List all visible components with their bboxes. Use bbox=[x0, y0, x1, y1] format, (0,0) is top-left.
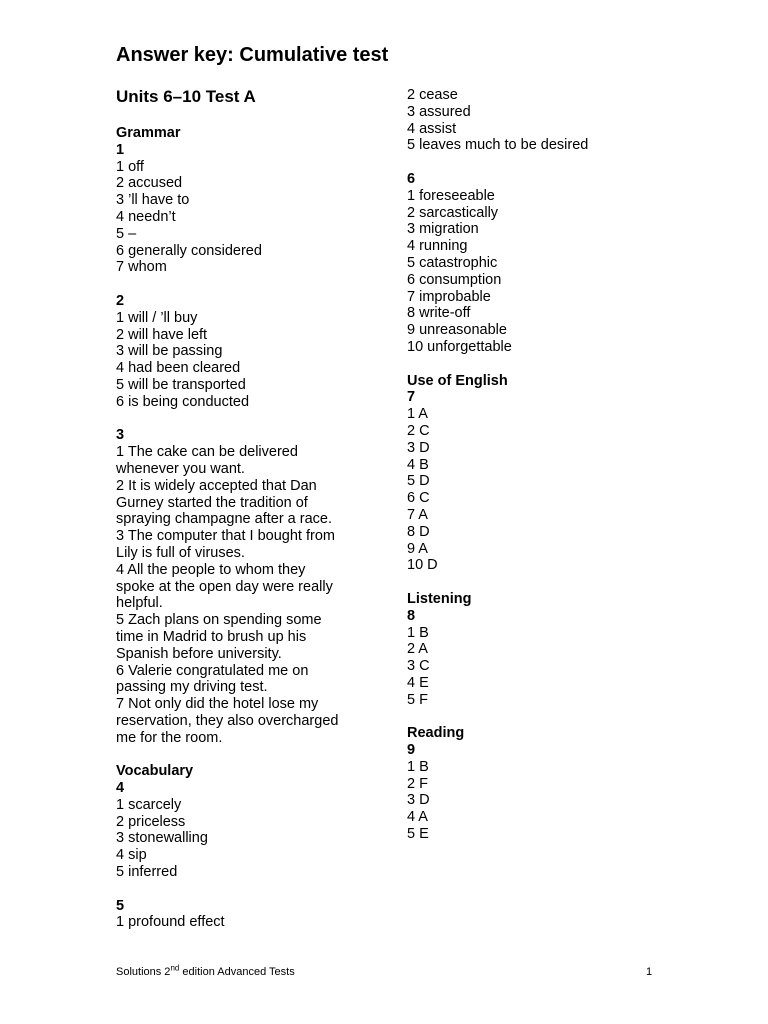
answer-line: 4 B bbox=[407, 456, 429, 473]
answer-line: 2 will have left bbox=[116, 326, 208, 343]
section-heading: 1 bbox=[116, 141, 125, 158]
answer-line: 1 profound effect bbox=[116, 914, 225, 931]
answer-line: 5 catastrophic bbox=[407, 254, 498, 271]
section-heading: 8 bbox=[407, 607, 416, 624]
section-heading: 5 bbox=[116, 897, 125, 914]
section-heading: Vocabulary bbox=[116, 763, 194, 780]
answer-line: 2 cease bbox=[407, 87, 458, 103]
answer-line: 2 A bbox=[407, 641, 428, 658]
answer-line: 5 inferred bbox=[116, 864, 178, 881]
answer-line: 5 E bbox=[407, 826, 429, 843]
answer-line: 1 will / ’ll buy bbox=[116, 309, 198, 326]
section-heading: Listening bbox=[407, 590, 472, 607]
section-heading: 7 bbox=[407, 389, 416, 406]
answer-line: 3 D bbox=[407, 439, 430, 456]
footer-book-title bbox=[116, 965, 295, 979]
answer-line: 1 The cake can be delivered bbox=[116, 444, 298, 461]
answer-line: 3 migration bbox=[407, 221, 479, 238]
footer-title-rest: edition Advanced Tests bbox=[179, 966, 295, 978]
page-title: Answer key: Cumulative test bbox=[116, 44, 389, 66]
answer-line: 1 B bbox=[407, 758, 429, 775]
answer-line: 2 It is widely accepted that Dan bbox=[116, 477, 317, 494]
section-heading: 9 bbox=[407, 742, 416, 759]
answer-line: whenever you want. bbox=[116, 460, 245, 477]
answer-line: 4 needn’t bbox=[116, 208, 176, 225]
answer-line: time in Madrid to brush up his bbox=[116, 628, 307, 645]
spacer bbox=[116, 746, 376, 763]
spacer bbox=[116, 881, 376, 898]
answer-line: 10 D bbox=[407, 557, 438, 574]
answer-line: 9 A bbox=[407, 540, 428, 557]
answer-line: 5 D bbox=[407, 473, 430, 490]
answer-line: 4 sip bbox=[116, 847, 147, 864]
page-number: 1 bbox=[646, 966, 653, 978]
section-heading: 2 bbox=[116, 292, 125, 309]
answer-line: 6 consumption bbox=[407, 271, 502, 288]
answer-line: 1 B bbox=[407, 624, 429, 641]
answer-line: spoke at the open day were really bbox=[116, 578, 333, 595]
section-heading: 4 bbox=[116, 780, 125, 797]
answer-line: 3 assured bbox=[407, 103, 471, 120]
answer-line: 3 D bbox=[407, 792, 430, 809]
answer-line: 5 – bbox=[116, 225, 137, 242]
answer-column-left bbox=[116, 125, 376, 931]
answer-line: 1 A bbox=[407, 406, 428, 423]
answer-line: 2 C bbox=[407, 422, 430, 439]
spacer bbox=[407, 574, 667, 591]
answer-line: 7 Not only did the hotel lose my bbox=[116, 696, 319, 713]
answer-line: helpful. bbox=[116, 595, 163, 612]
footer-title-part: Solutions 2 bbox=[116, 966, 171, 978]
answer-line: 3 The computer that I bought from bbox=[116, 528, 335, 545]
answer-line: 7 improbable bbox=[407, 288, 491, 305]
spacer bbox=[407, 154, 667, 171]
section-heading: Grammar bbox=[116, 125, 181, 141]
answer-line: 1 off bbox=[116, 158, 144, 175]
spacer bbox=[407, 708, 667, 725]
answer-line: 4 had been cleared bbox=[116, 360, 241, 377]
spacer bbox=[116, 411, 376, 428]
answer-line: 1 foreseeable bbox=[407, 187, 495, 204]
answer-line: 1 scarcely bbox=[116, 796, 182, 813]
answer-line: 8 D bbox=[407, 523, 430, 540]
section-heading: Reading bbox=[407, 725, 465, 742]
answer-line: 7 whom bbox=[116, 259, 167, 276]
spacer bbox=[116, 276, 376, 293]
answer-line: 4 running bbox=[407, 238, 468, 255]
answer-line: 9 unreasonable bbox=[407, 322, 507, 339]
section-heading: 6 bbox=[407, 170, 416, 187]
spacer bbox=[407, 356, 667, 373]
answer-line: Lily is full of viruses. bbox=[116, 544, 245, 561]
answer-line: 2 priceless bbox=[116, 813, 186, 830]
answer-line: 5 will be transported bbox=[116, 376, 246, 393]
answer-line: 4 E bbox=[407, 674, 429, 691]
answer-line: me for the room. bbox=[116, 729, 223, 746]
answer-line: 6 Valerie congratulated me on bbox=[116, 662, 309, 679]
answer-line: 3 will be passing bbox=[116, 343, 223, 360]
answer-line: 6 generally considered bbox=[116, 242, 262, 259]
answer-line: 3 C bbox=[407, 658, 430, 675]
answer-line: 2 F bbox=[407, 775, 428, 792]
answer-line: 8 write-off bbox=[407, 305, 471, 322]
answer-line: 3 stonewalling bbox=[116, 830, 208, 847]
answer-line: 6 C bbox=[407, 490, 430, 507]
answer-line: 4 A bbox=[407, 809, 428, 826]
section-heading: Use of English bbox=[407, 372, 508, 389]
answer-line: reservation, they also overcharged bbox=[116, 712, 339, 729]
answer-line: 10 unforgettable bbox=[407, 338, 512, 355]
answer-line: Spanish before university. bbox=[116, 645, 282, 662]
answer-line: 5 leaves much to be desired bbox=[407, 137, 589, 154]
answer-line: spraying champagne after a race. bbox=[116, 511, 333, 528]
answer-line: 4 All the people to whom they bbox=[116, 561, 306, 578]
answer-line: 5 Zach plans on spending some bbox=[116, 612, 322, 629]
answer-line: 3 ’ll have to bbox=[116, 192, 190, 209]
answer-line: 4 assist bbox=[407, 120, 457, 137]
section-heading: 3 bbox=[116, 427, 125, 444]
answer-line: 2 accused bbox=[116, 175, 183, 192]
answer-line: 5 F bbox=[407, 691, 428, 708]
answer-column-right bbox=[407, 87, 667, 843]
footer-ordinal-suffix: nd bbox=[170, 963, 180, 973]
answer-line: Gurney started the tradition of bbox=[116, 494, 308, 511]
answer-line: 2 sarcastically bbox=[407, 204, 499, 221]
test-subtitle: Units 6–10 Test A bbox=[116, 87, 256, 106]
answer-line: 6 is being conducted bbox=[116, 393, 250, 410]
answer-line: 7 A bbox=[407, 506, 428, 523]
answer-line: passing my driving test. bbox=[116, 679, 268, 696]
